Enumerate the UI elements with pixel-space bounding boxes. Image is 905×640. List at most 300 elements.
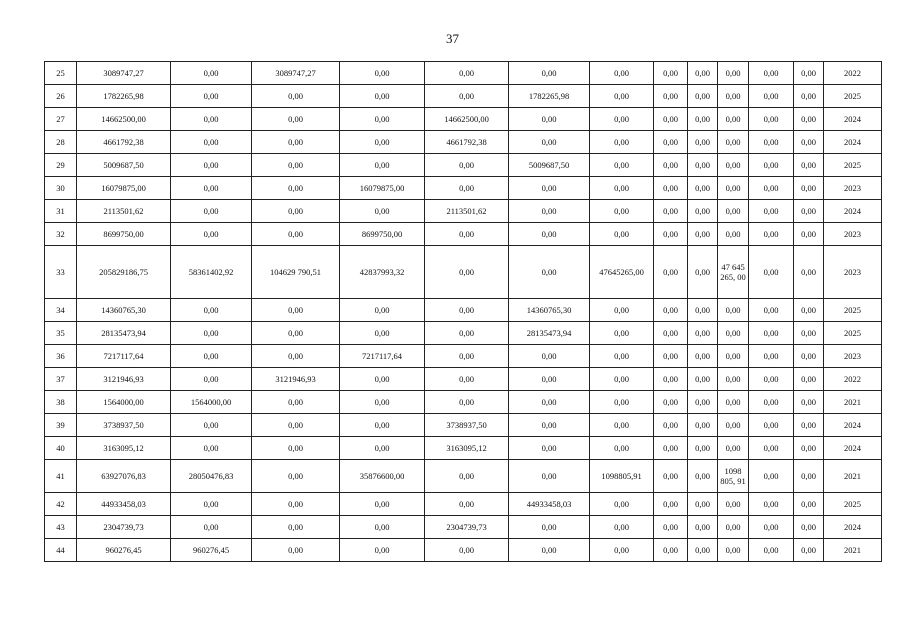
value-cell: 8699750,00 — [340, 223, 425, 246]
value-cell: 0,00 — [509, 414, 590, 437]
value-cell: 0,00 — [590, 131, 654, 154]
value-cell: 0,00 — [171, 493, 252, 516]
year-cell: 2025 — [824, 299, 882, 322]
value-cell: 0,00 — [654, 539, 688, 562]
row-number-cell: 43 — [45, 516, 77, 539]
value-cell: 0,00 — [171, 154, 252, 177]
value-cell: 0,00 — [171, 177, 252, 200]
table-row — [45, 108, 882, 131]
value-cell: 0,00 — [749, 200, 794, 223]
row-number-cell: 27 — [45, 108, 77, 131]
value-cell: 0,00 — [425, 368, 509, 391]
value-cell: 960276,45 — [171, 539, 252, 562]
value-cell: 0,00 — [688, 200, 718, 223]
value-cell: 0,00 — [688, 299, 718, 322]
table-row — [45, 368, 882, 391]
year-cell: 2023 — [824, 345, 882, 368]
value-cell: 0,00 — [654, 177, 688, 200]
value-cell: 0,00 — [590, 62, 654, 85]
value-cell: 0,00 — [794, 223, 824, 246]
year-cell: 2021 — [824, 391, 882, 414]
value-cell: 0,00 — [688, 368, 718, 391]
value-cell: 0,00 — [509, 391, 590, 414]
value-cell: 0,00 — [590, 391, 654, 414]
year-cell: 2025 — [824, 493, 882, 516]
value-cell: 0,00 — [509, 62, 590, 85]
value-cell: 0,00 — [590, 177, 654, 200]
value-cell: 0,00 — [590, 493, 654, 516]
data-table — [44, 61, 882, 562]
value-cell: 0,00 — [794, 200, 824, 223]
value-cell: 3121946,93 — [252, 368, 340, 391]
value-cell: 0,00 — [340, 368, 425, 391]
value-cell: 0,00 — [718, 345, 749, 368]
value-cell: 0,00 — [252, 131, 340, 154]
value-cell: 0,00 — [794, 246, 824, 299]
value-cell: 2304739,73 — [425, 516, 509, 539]
value-cell: 1098805,91 — [590, 460, 654, 493]
value-cell: 0,00 — [654, 368, 688, 391]
value-cell: 0,00 — [794, 460, 824, 493]
table-row — [45, 437, 882, 460]
value-cell: 0,00 — [509, 516, 590, 539]
value-cell: 0,00 — [252, 200, 340, 223]
value-cell: 0,00 — [509, 200, 590, 223]
value-cell: 0,00 — [688, 85, 718, 108]
value-cell: 58361402,92 — [171, 246, 252, 299]
value-cell: 0,00 — [252, 299, 340, 322]
value-cell: 2304739,73 — [77, 516, 171, 539]
value-cell: 14360765,30 — [509, 299, 590, 322]
value-cell: 0,00 — [749, 177, 794, 200]
year-cell: 2021 — [824, 539, 882, 562]
value-cell: 0,00 — [718, 85, 749, 108]
value-cell: 0,00 — [509, 437, 590, 460]
value-cell: 28050476,83 — [171, 460, 252, 493]
value-cell: 0,00 — [509, 131, 590, 154]
value-cell: 0,00 — [749, 391, 794, 414]
row-number-cell: 29 — [45, 154, 77, 177]
value-cell: 0,00 — [590, 108, 654, 131]
value-cell: 0,00 — [749, 516, 794, 539]
value-cell: 16079875,00 — [77, 177, 171, 200]
value-cell: 0,00 — [425, 299, 509, 322]
value-cell: 0,00 — [425, 460, 509, 493]
value-cell: 0,00 — [654, 154, 688, 177]
value-cell: 0,00 — [425, 322, 509, 345]
value-cell: 0,00 — [509, 108, 590, 131]
value-cell: 5009687,50 — [77, 154, 171, 177]
value-cell: 0,00 — [749, 85, 794, 108]
value-cell: 0,00 — [252, 223, 340, 246]
value-cell: 0,00 — [425, 62, 509, 85]
year-cell: 2025 — [824, 322, 882, 345]
value-cell: 0,00 — [340, 539, 425, 562]
page-number: 37 — [446, 31, 459, 46]
row-number-cell: 36 — [45, 345, 77, 368]
value-cell: 0,00 — [749, 368, 794, 391]
value-cell: 0,00 — [688, 154, 718, 177]
year-cell: 2024 — [824, 437, 882, 460]
value-cell: 0,00 — [718, 493, 749, 516]
value-cell: 0,00 — [171, 299, 252, 322]
value-cell: 42837993,32 — [340, 246, 425, 299]
value-cell: 0,00 — [590, 345, 654, 368]
value-cell: 0,00 — [425, 391, 509, 414]
value-cell: 0,00 — [794, 108, 824, 131]
year-cell: 2021 — [824, 460, 882, 493]
value-cell: 0,00 — [252, 391, 340, 414]
value-cell: 0,00 — [688, 345, 718, 368]
value-cell: 0,00 — [718, 516, 749, 539]
value-cell: 0,00 — [688, 539, 718, 562]
value-cell: 0,00 — [688, 223, 718, 246]
value-cell: 0,00 — [654, 246, 688, 299]
value-cell: 0,00 — [252, 345, 340, 368]
value-cell: 0,00 — [654, 322, 688, 345]
year-cell: 2022 — [824, 62, 882, 85]
value-cell: 0,00 — [340, 299, 425, 322]
value-cell: 0,00 — [749, 437, 794, 460]
year-cell: 2022 — [824, 368, 882, 391]
table-row — [45, 246, 882, 299]
value-cell: 3089747,27 — [252, 62, 340, 85]
value-cell: 0,00 — [688, 460, 718, 493]
value-cell: 0,00 — [718, 108, 749, 131]
value-cell: 0,00 — [590, 85, 654, 108]
value-cell: 0,00 — [509, 345, 590, 368]
value-cell: 0,00 — [590, 299, 654, 322]
value-cell: 0,00 — [688, 516, 718, 539]
value-cell: 0,00 — [171, 85, 252, 108]
table-row — [45, 493, 882, 516]
value-cell: 0,00 — [654, 460, 688, 493]
value-cell: 0,00 — [425, 177, 509, 200]
value-cell: 0,00 — [794, 322, 824, 345]
year-cell: 2023 — [824, 223, 882, 246]
value-cell: 0,00 — [340, 85, 425, 108]
value-cell: 0,00 — [718, 223, 749, 246]
value-cell: 0,00 — [171, 223, 252, 246]
value-cell: 0,00 — [425, 493, 509, 516]
value-cell: 1564000,00 — [171, 391, 252, 414]
value-cell: 0,00 — [425, 85, 509, 108]
value-cell: 0,00 — [425, 246, 509, 299]
value-cell: 0,00 — [252, 85, 340, 108]
value-cell: 44933458,03 — [509, 493, 590, 516]
table-row — [45, 223, 882, 246]
value-cell: 0,00 — [749, 131, 794, 154]
value-cell: 0,00 — [340, 154, 425, 177]
value-cell: 0,00 — [509, 177, 590, 200]
value-cell: 0,00 — [794, 154, 824, 177]
value-cell: 0,00 — [718, 62, 749, 85]
value-cell: 0,00 — [794, 131, 824, 154]
value-cell: 0,00 — [654, 345, 688, 368]
value-cell: 1098 805, 91 — [718, 460, 749, 493]
value-cell: 0,00 — [590, 539, 654, 562]
value-cell: 0,00 — [749, 299, 794, 322]
table-row — [45, 414, 882, 437]
value-cell: 47645265,00 — [590, 246, 654, 299]
value-cell: 8699750,00 — [77, 223, 171, 246]
value-cell: 0,00 — [718, 391, 749, 414]
value-cell: 3089747,27 — [77, 62, 171, 85]
table-row — [45, 131, 882, 154]
value-cell: 3163095,12 — [77, 437, 171, 460]
value-cell: 0,00 — [749, 493, 794, 516]
value-cell: 2113501,62 — [425, 200, 509, 223]
value-cell: 0,00 — [654, 62, 688, 85]
value-cell: 44933458,03 — [77, 493, 171, 516]
value-cell: 14662500,00 — [425, 108, 509, 131]
value-cell: 0,00 — [590, 322, 654, 345]
value-cell: 1782265,98 — [77, 85, 171, 108]
value-cell: 0,00 — [509, 368, 590, 391]
row-number-cell: 34 — [45, 299, 77, 322]
value-cell: 0,00 — [509, 246, 590, 299]
value-cell: 0,00 — [794, 85, 824, 108]
value-cell: 28135473,94 — [509, 322, 590, 345]
table-row — [45, 322, 882, 345]
value-cell: 0,00 — [654, 437, 688, 460]
value-cell: 0,00 — [688, 246, 718, 299]
table-row — [45, 539, 882, 562]
value-cell: 0,00 — [654, 391, 688, 414]
value-cell: 0,00 — [794, 437, 824, 460]
value-cell: 16079875,00 — [340, 177, 425, 200]
value-cell: 0,00 — [171, 200, 252, 223]
value-cell: 2113501,62 — [77, 200, 171, 223]
value-cell: 0,00 — [718, 131, 749, 154]
value-cell: 0,00 — [252, 177, 340, 200]
value-cell: 0,00 — [718, 414, 749, 437]
row-number-cell: 28 — [45, 131, 77, 154]
table-row — [45, 460, 882, 493]
value-cell: 0,00 — [749, 154, 794, 177]
row-number-cell: 32 — [45, 223, 77, 246]
value-cell: 0,00 — [718, 368, 749, 391]
year-cell: 2024 — [824, 131, 882, 154]
row-number-cell: 31 — [45, 200, 77, 223]
table-row — [45, 154, 882, 177]
value-cell: 0,00 — [688, 391, 718, 414]
value-cell: 0,00 — [718, 322, 749, 345]
value-cell: 0,00 — [590, 516, 654, 539]
value-cell: 0,00 — [509, 460, 590, 493]
value-cell: 0,00 — [718, 299, 749, 322]
value-cell: 0,00 — [718, 154, 749, 177]
value-cell: 7217117,64 — [77, 345, 171, 368]
value-cell: 0,00 — [749, 246, 794, 299]
value-cell: 0,00 — [794, 299, 824, 322]
value-cell: 0,00 — [252, 493, 340, 516]
value-cell: 0,00 — [171, 108, 252, 131]
value-cell: 0,00 — [688, 493, 718, 516]
value-cell: 0,00 — [654, 223, 688, 246]
value-cell: 4661792,38 — [77, 131, 171, 154]
row-number-cell: 40 — [45, 437, 77, 460]
row-number-cell: 44 — [45, 539, 77, 562]
value-cell: 0,00 — [590, 368, 654, 391]
value-cell: 0,00 — [654, 414, 688, 437]
value-cell: 0,00 — [794, 368, 824, 391]
value-cell: 0,00 — [794, 414, 824, 437]
value-cell: 0,00 — [425, 154, 509, 177]
row-number-cell: 37 — [45, 368, 77, 391]
value-cell: 0,00 — [688, 131, 718, 154]
year-cell: 2024 — [824, 108, 882, 131]
year-cell: 2025 — [824, 85, 882, 108]
value-cell: 0,00 — [252, 414, 340, 437]
row-number-cell: 42 — [45, 493, 77, 516]
value-cell: 0,00 — [340, 108, 425, 131]
row-number-cell: 33 — [45, 246, 77, 299]
value-cell: 0,00 — [794, 493, 824, 516]
value-cell: 0,00 — [340, 200, 425, 223]
value-cell: 0,00 — [688, 322, 718, 345]
value-cell: 0,00 — [794, 539, 824, 562]
value-cell: 0,00 — [749, 539, 794, 562]
value-cell: 0,00 — [340, 516, 425, 539]
row-number-cell: 26 — [45, 85, 77, 108]
value-cell: 205829186,75 — [77, 246, 171, 299]
value-cell: 0,00 — [340, 322, 425, 345]
value-cell: 0,00 — [340, 391, 425, 414]
value-cell: 0,00 — [340, 493, 425, 516]
value-cell: 0,00 — [654, 299, 688, 322]
value-cell: 1564000,00 — [77, 391, 171, 414]
value-cell: 0,00 — [171, 131, 252, 154]
value-cell: 0,00 — [688, 62, 718, 85]
table-row — [45, 299, 882, 322]
value-cell: 3121946,93 — [77, 368, 171, 391]
value-cell: 0,00 — [340, 131, 425, 154]
value-cell: 1782265,98 — [509, 85, 590, 108]
value-cell: 0,00 — [340, 414, 425, 437]
value-cell: 7217117,64 — [340, 345, 425, 368]
row-number-cell: 38 — [45, 391, 77, 414]
table-row — [45, 200, 882, 223]
row-number-cell: 39 — [45, 414, 77, 437]
value-cell: 0,00 — [425, 223, 509, 246]
value-cell: 0,00 — [749, 62, 794, 85]
value-cell: 0,00 — [252, 322, 340, 345]
value-cell: 0,00 — [252, 108, 340, 131]
value-cell: 0,00 — [425, 345, 509, 368]
value-cell: 0,00 — [171, 62, 252, 85]
value-cell: 0,00 — [749, 322, 794, 345]
value-cell: 4661792,38 — [425, 131, 509, 154]
value-cell: 0,00 — [171, 516, 252, 539]
value-cell: 0,00 — [171, 368, 252, 391]
value-cell: 104629 790,51 — [252, 246, 340, 299]
value-cell: 0,00 — [252, 437, 340, 460]
table-row — [45, 177, 882, 200]
value-cell: 0,00 — [718, 437, 749, 460]
value-cell: 0,00 — [688, 108, 718, 131]
value-cell: 0,00 — [688, 414, 718, 437]
table-row — [45, 85, 882, 108]
value-cell: 0,00 — [794, 62, 824, 85]
value-cell: 0,00 — [794, 345, 824, 368]
value-cell: 0,00 — [252, 154, 340, 177]
year-cell: 2024 — [824, 516, 882, 539]
value-cell: 14662500,00 — [77, 108, 171, 131]
table-row — [45, 391, 882, 414]
value-cell: 28135473,94 — [77, 322, 171, 345]
value-cell: 0,00 — [171, 322, 252, 345]
value-cell: 960276,45 — [77, 539, 171, 562]
value-cell: 0,00 — [688, 177, 718, 200]
value-cell: 0,00 — [794, 516, 824, 539]
value-cell: 0,00 — [749, 108, 794, 131]
year-cell: 2024 — [824, 414, 882, 437]
value-cell: 0,00 — [794, 177, 824, 200]
value-cell: 0,00 — [590, 154, 654, 177]
value-cell: 0,00 — [590, 200, 654, 223]
value-cell: 0,00 — [718, 177, 749, 200]
value-cell: 0,00 — [654, 131, 688, 154]
value-cell: 0,00 — [340, 437, 425, 460]
value-cell: 0,00 — [590, 437, 654, 460]
value-cell: 0,00 — [509, 539, 590, 562]
row-number-cell: 35 — [45, 322, 77, 345]
value-cell: 0,00 — [252, 516, 340, 539]
value-cell: 0,00 — [749, 223, 794, 246]
value-cell: 14360765,30 — [77, 299, 171, 322]
value-cell: 0,00 — [688, 437, 718, 460]
table-row — [45, 345, 882, 368]
value-cell: 0,00 — [171, 345, 252, 368]
value-cell: 0,00 — [749, 460, 794, 493]
row-number-cell: 41 — [45, 460, 77, 493]
row-number-cell: 25 — [45, 62, 77, 85]
value-cell: 0,00 — [654, 85, 688, 108]
value-cell: 0,00 — [654, 516, 688, 539]
value-cell: 3163095,12 — [425, 437, 509, 460]
table-row — [45, 516, 882, 539]
value-cell: 47 645 265, 00 — [718, 246, 749, 299]
value-cell: 0,00 — [590, 414, 654, 437]
value-cell: 0,00 — [749, 345, 794, 368]
value-cell: 3738937,50 — [425, 414, 509, 437]
value-cell: 0,00 — [252, 460, 340, 493]
value-cell: 5009687,50 — [509, 154, 590, 177]
value-cell: 0,00 — [171, 414, 252, 437]
value-cell: 0,00 — [509, 223, 590, 246]
value-cell: 0,00 — [340, 62, 425, 85]
year-cell: 2024 — [824, 200, 882, 223]
value-cell: 0,00 — [718, 200, 749, 223]
value-cell: 0,00 — [654, 108, 688, 131]
value-cell: 0,00 — [749, 414, 794, 437]
row-number-cell: 30 — [45, 177, 77, 200]
table-row — [45, 62, 882, 85]
year-cell: 2023 — [824, 177, 882, 200]
value-cell: 0,00 — [654, 200, 688, 223]
value-cell: 0,00 — [171, 437, 252, 460]
year-cell: 2023 — [824, 246, 882, 299]
value-cell: 0,00 — [718, 539, 749, 562]
value-cell: 3738937,50 — [77, 414, 171, 437]
value-cell: 0,00 — [794, 391, 824, 414]
value-cell: 0,00 — [425, 539, 509, 562]
value-cell: 63927076,83 — [77, 460, 171, 493]
value-cell: 0,00 — [654, 493, 688, 516]
value-cell: 0,00 — [590, 223, 654, 246]
value-cell: 35876600,00 — [340, 460, 425, 493]
